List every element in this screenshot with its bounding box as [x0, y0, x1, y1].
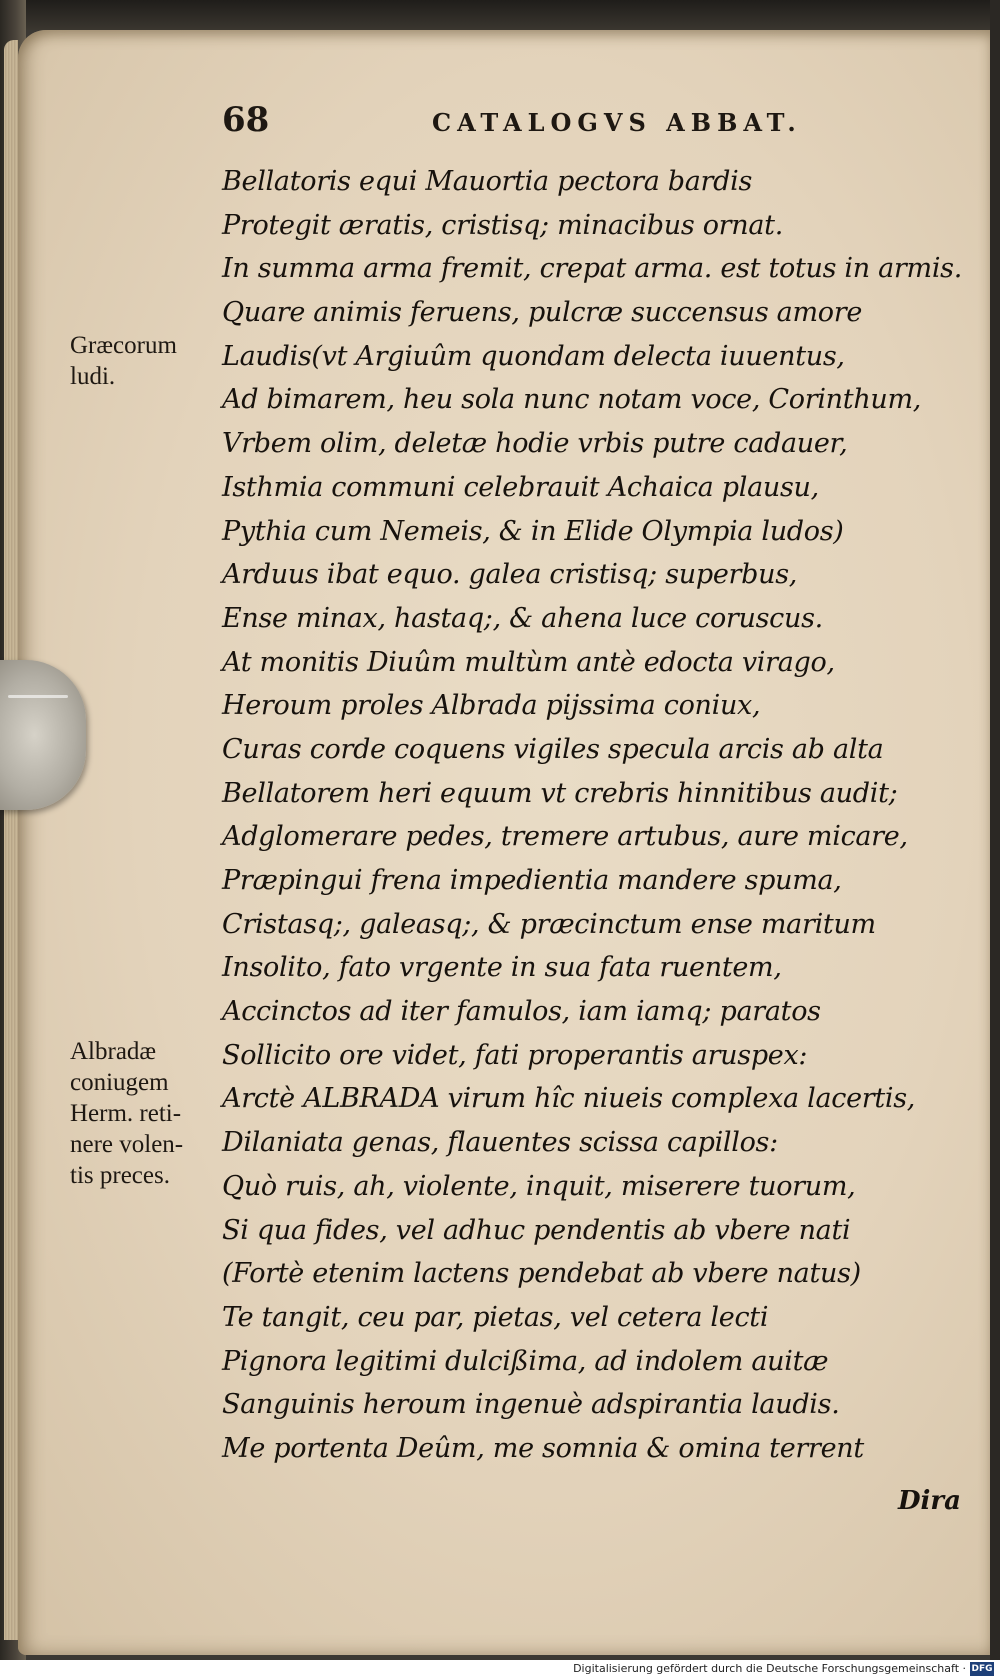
verse-line: Ad bimarem, heu sola nunc notam voce, Corinthum,: [222, 384, 922, 416]
book-shadow-right: [990, 0, 1000, 1680]
verse-text: [222, 160, 962, 1471]
book-shadow-top: [0, 0, 1000, 30]
verse-line: Curas corde coquens vigiles specula arcis ab alta: [222, 733, 884, 765]
verse-line: Adglomerare pedes, tremere artubus, aure micare,: [222, 821, 908, 853]
verse-line: Ense minax, hastaq;, & ahena luce coruscus.: [222, 602, 823, 634]
verse-line: Laudis(vt Argiuûm quondam delecta iuuentus,: [222, 340, 845, 372]
digitization-footer: [0, 1660, 1000, 1680]
verse-line: Te tangit, ceu par, pietas, vel cetera lecti: [222, 1301, 769, 1333]
verse-line: Quò ruis, ah, violente, inquit, miserere tuorum,: [222, 1170, 856, 1202]
verse-line: Vrbem olim, deletæ hodie vrbis putre cadauer,: [222, 428, 848, 460]
marginal-line: nere volen-: [70, 1131, 184, 1158]
marginal-line: Albradæ: [70, 1038, 157, 1065]
verse-line: Arduus ibat equo. galea cristisq; superbus,: [222, 559, 798, 591]
verse-line: Sollicito ore videt, fati properantis aruspex:: [222, 1039, 808, 1071]
clip-highlight: [8, 695, 68, 698]
marginal-line: Herm. reti-: [70, 1100, 182, 1127]
running-head: CATALOGVS ABBAT.: [432, 108, 802, 137]
verse-line: Si qua fides, vel adhuc pendentis ab vbere nati: [222, 1214, 851, 1246]
verse-line: Pignora legitimi dulcißima, ad indolem auitæ: [222, 1345, 829, 1377]
verse-line: Bellatoris equi Mauortia pectora bardis: [222, 166, 753, 197]
marginal-line: coniugem: [70, 1069, 169, 1096]
verse-line: (Fortè etenim lactens pendebat ab vbere natus): [222, 1258, 861, 1290]
marginal-line: ludi.: [70, 363, 116, 390]
verse-line: Insolito, fato vrgente in sua fata ruentem,: [222, 952, 782, 984]
verse-line: Cristasq;, galeasq;, & præcinctum ense maritum: [222, 908, 876, 940]
verse-line: Heroum proles Albrada pijssima coniux,: [222, 690, 761, 722]
verse-line: Accinctos ad iter famulos, iam iamq; paratos: [222, 996, 821, 1028]
marginal-line: Græcorum: [70, 332, 177, 359]
catchword: Dira: [898, 1486, 961, 1516]
verse-line: Dilaniata genas, flauentes scissa capillos:: [222, 1127, 778, 1159]
verse-line: In summa arma fremit, crepat arma. est totus in armis.: [222, 253, 963, 285]
page-edges: [4, 40, 18, 1640]
verse-line: Præpingui frena impedientia mandere spuma,: [222, 865, 842, 896]
verse-line: Bellatorem heri equum vt crebris hinnitibus audit;: [222, 777, 898, 809]
verse-line: Arctè ALBRADA virum hîc niueis complexa lacertis,: [222, 1083, 916, 1115]
verse-line: Protegit æratis, cristisq; minacibus ornat.: [222, 209, 783, 241]
page-header: [222, 100, 842, 150]
marginal-note-albradae: [70, 1036, 220, 1191]
verse-line: Pythia cum Nemeis, & in Elide Olympia ludos): [222, 515, 844, 547]
footer-credit: Digitalisierung gefördert durch die Deutsche Forschungsgemeinschaft ·: [573, 1662, 966, 1675]
dfg-logo-icon: DFG: [971, 1664, 993, 1674]
verse-line: Me portenta Deûm, me somnia & omina terrent: [222, 1432, 864, 1464]
verse-line: Sanguinis heroum ingenuè adspirantia laudis.: [222, 1389, 840, 1421]
verse-line: Quare animis feruens, pulcræ succensus amore: [222, 297, 863, 329]
page-number: 68: [222, 100, 270, 140]
marginal-note-graecorum-ludi: [70, 330, 220, 392]
marginal-line: tis preces.: [70, 1162, 170, 1189]
verse-line: Isthmia communi celebrauit Achaica plausu,: [222, 471, 819, 503]
verse-line: At monitis Diuûm multùm antè edocta virago,: [222, 646, 835, 678]
